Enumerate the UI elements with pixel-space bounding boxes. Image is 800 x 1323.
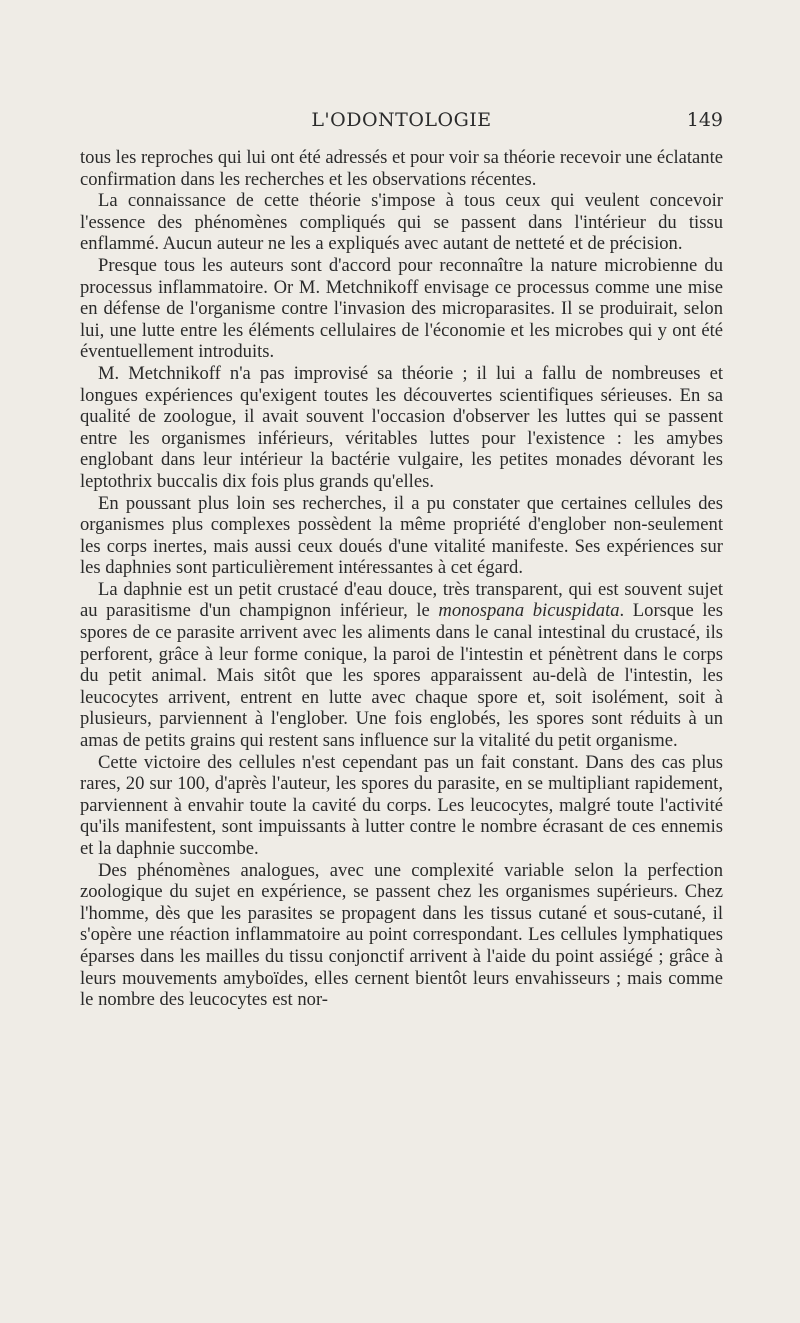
running-title: L'ODONTOLOGIE [311,109,492,131]
daphnia-text-after: . Lorsque les spores de ce parasite arrivent avec les aliments dans le canal intestinal du crustacé, ils perforent, grâce à leur forme conique, la paroi de l'intestin et pénètrent dans le corps du petit animal. Mais sitôt que les spores apparaissent au-delà de l'intestin, les leucocytes arrivent, entrent en lutte avec chaque spore et, soit isolément, soit à plusieurs, parviennent à l'englober. Une fois englobés, les spores sont réduits à un amas de petits grains qui restent sans influence sur la vitalité du petit organisme. [80,600,723,752]
paragraph-higher-organisms: Des phénomènes analogues, avec une complexité variable selon la perfection zoologique du sujet en expérience, se passent chez les organismes supérieurs. Chez l'homme, dès que les parasites se propagent dans les tissus cutané et sous-cutané, il s'opère une réaction inflammatoire au point correspondant. Les cellules lymphatiques éparses dans les mailles du tissu conjonctif arrivent à l'aide du point assiégé ; grâce à leurs mouvements amyboïdes, elles cernent bientôt leurs envahisseurs ; mais comme le nombre des leucocytes est nor- [80,859,723,1011]
paragraph-cell-victory: Cette victoire des cellules n'est cependant pas un fait constant. Dans des cas plus rares, 20 sur 100, d'après l'auteur, les spores du parasite, en se multipliant rapidement, parviennent à envahir toute la cavité du corps. Les leucocytes, malgré toute l'activité qu'ils manifestent, sont impuissants à lutter contre le nombre écrasant de ces ennemis et la daphnie succombe. [80,751,723,859]
paragraph-microbial-nature: Presque tous les auteurs sont d'accord pour reconnaître la nature microbienne du processus inflammatoire. Or M. Metchnikoff envisage ce processus comme une mise en défense de l'organisme contre l'invasion des microparasites. Il se produirait, selon lui, une lutte entre les éléments cellulaires de l'économie et les microbes qui y ont été éventuellement introduits. [80,254,723,363]
body-text [80,147,723,1011]
paragraph-theory-importance: La connaissance de cette théorie s'impose à tous ceux qui veulent concevoir l'essence des phénomènes compliqués qui se passent dans l'intérieur du tissu enflammé. Aucun auteur ne les a expliqués avec autant de netteté et de précision. [80,190,723,255]
paragraph-experiments: M. Metchnikoff n'a pas improvisé sa théorie ; il lui a fallu de nombreuses et longues expériences qu'exigent toutes les découvertes scientifiques sérieuses. En sa qualité de zoologue, il avait souvent l'occasion d'observer les luttes qui se passent entre les organismes inférieurs, véritables luttes pour l'existence : les amybes englobant dans leur intérieur la bactérie vulgaire, les petites monades dévorant les leptothrix buccalis dix fois plus grands qu'elles. [80,362,723,492]
page-header [80,109,723,139]
paragraph-continuation: tous les reproches qui lui ont été adressés et pour voir sa théorie recevoir une éclatante confirmation dans les recherches et les observations récentes. [80,147,723,190]
daphnia-text-before: La daphnie est un petit crustacé d'eau douce, très transparent, qui est souvent sujet au parasitisme d'un champignon inférieur, le [80,578,723,622]
species-name: monospana bicuspidata [438,600,620,622]
paragraph-daphnia [80,579,723,752]
page-number: 149 [686,109,723,131]
paragraph-complex-organisms: En poussant plus loin ses recherches, il a pu constater que certaines cellules des organismes plus complexes possèdent la même propriété d'englober non-seulement les corps inertes, mais aussi ceux doués d'une vitalité manifeste. Ses expériences sur les daphnies sont particulièrement intéressantes à cet égard. [80,492,723,579]
